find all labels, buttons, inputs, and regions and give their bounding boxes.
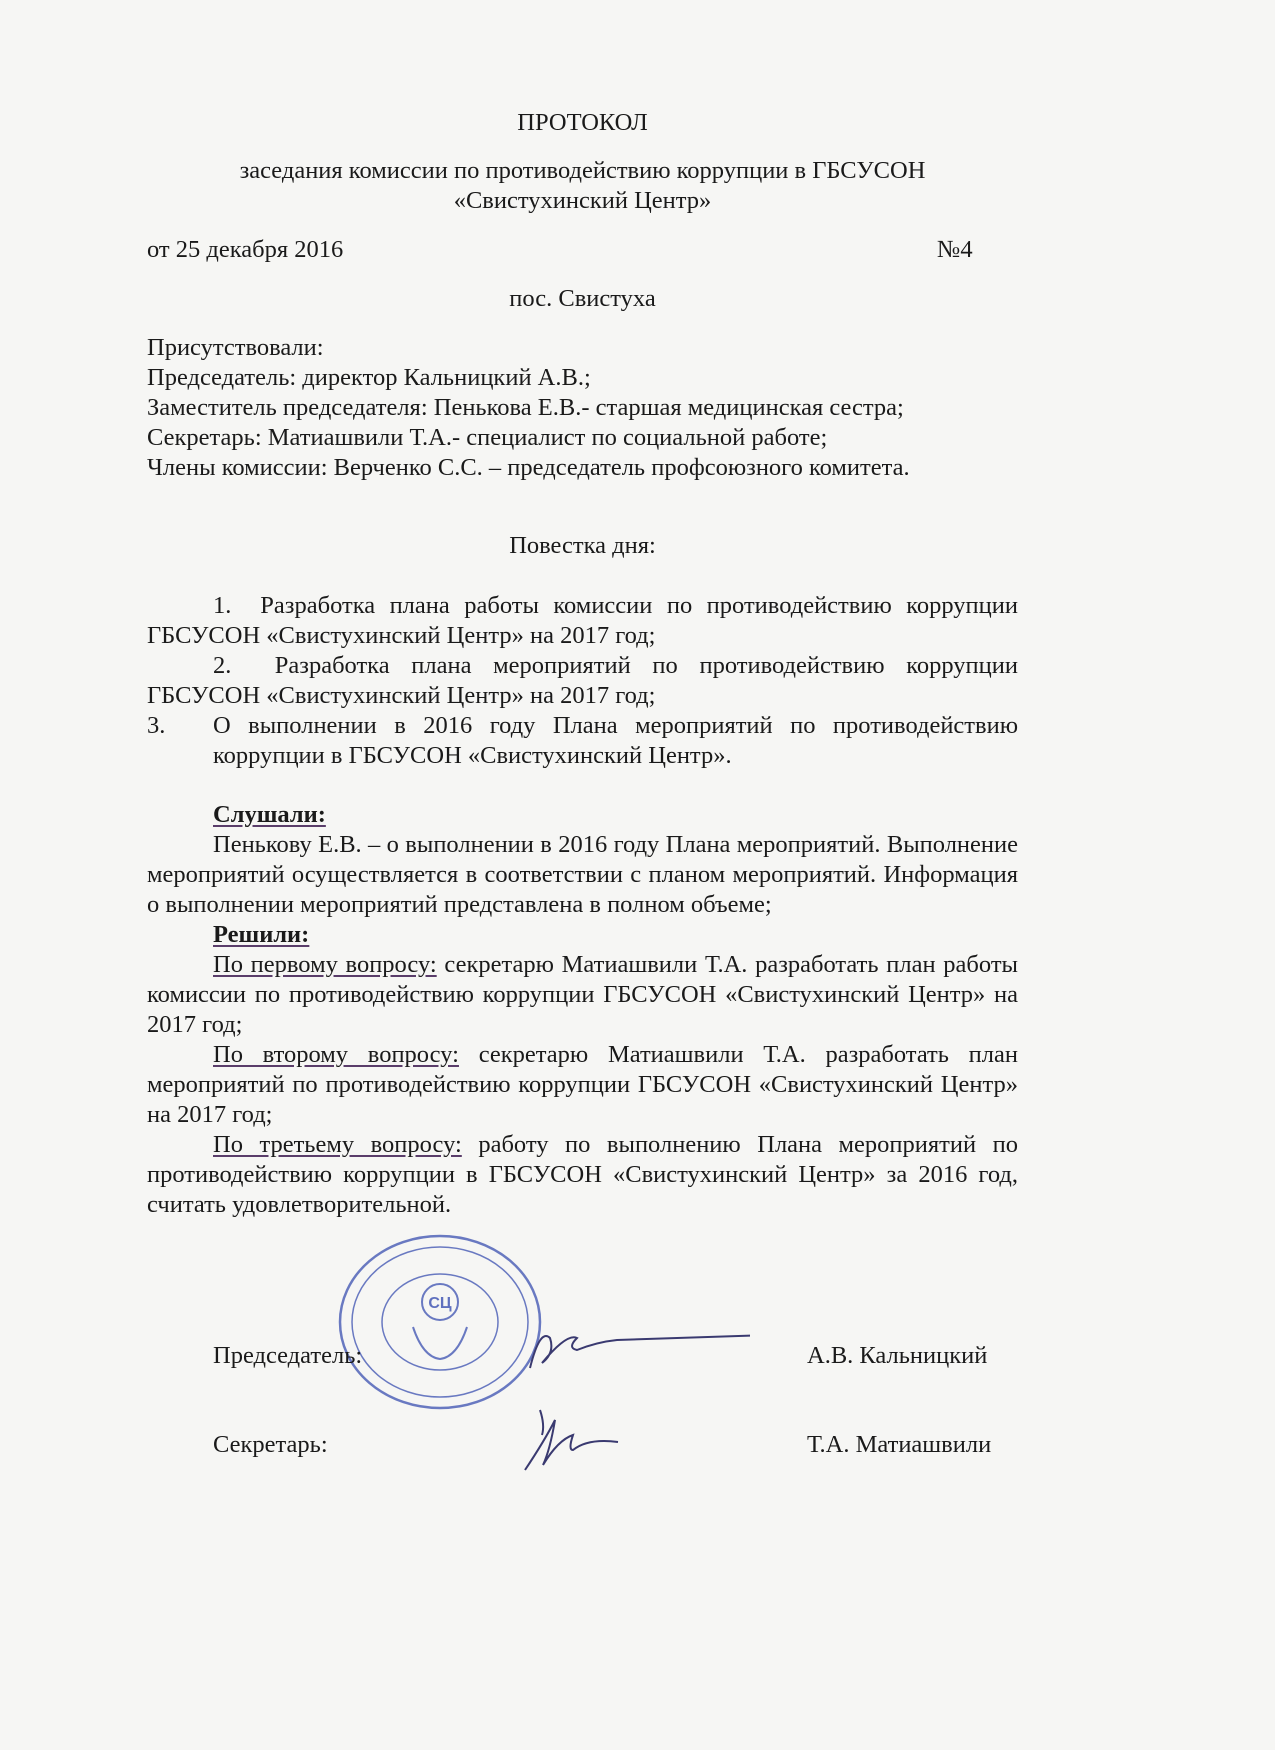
agenda-heading: Повестка дня: — [509, 532, 656, 559]
decision-label: По третьему вопросу: — [213, 1131, 462, 1158]
heard-text: Пенькову Е.В. – о выполнении в 2016 году Плана мероприятий. Выполнение мероприятий осуществляется в соответствии с планом мероприятий. Информация о выполнении мероприятий представлена в полном объеме; — [147, 831, 1018, 918]
chairman-signature — [510, 1318, 750, 1378]
attendees-heading: Присутствовали: — [147, 334, 324, 361]
decision-text: работу по выполнению Плана мероприятий по противодействию коррупции в ГБСУСОН «Свистухинский Центр» за 2016 год, считать удовлетворительной. — [147, 1131, 1018, 1218]
protocol-number: №4 — [937, 236, 973, 263]
decision-text: секретарю Матиашвили Т.А. разработать план работы комиссии по противодействию коррупции ГБСУСОН «Свистухинский Центр» на 2017 год; — [147, 951, 1018, 1038]
heard-section — [147, 800, 1018, 1220]
agenda-item — [147, 711, 1018, 771]
decided-heading: Решили: — [213, 921, 310, 948]
agenda-item-number: 1. — [213, 592, 232, 619]
secretary-role: Секретарь: — [213, 1431, 328, 1458]
attendee-line: Секретарь: Матиашвили Т.А.- специалист по социальной работе; — [147, 424, 828, 451]
agenda-item-text: О выполнении в 2016 году Плана мероприятий по противодействию коррупции в ГБСУСОН «Свистухинский Центр». — [213, 712, 1018, 769]
secretary-name: Т.А. Матиашвили — [807, 1431, 992, 1458]
agenda-item-number: 3. — [147, 712, 166, 739]
decision-item — [147, 950, 1018, 1040]
agenda-item — [147, 651, 1018, 711]
decision-item — [147, 1040, 1018, 1130]
decision-item — [147, 1130, 1018, 1220]
attendees-section — [147, 333, 1018, 483]
svg-text:СЦ: СЦ — [428, 1295, 452, 1312]
decision-label: По первому вопросу: — [213, 951, 437, 978]
decision-text: секретарю Матиашвили Т.А. разработать план мероприятий по противодействию коррупции ГБСУСОН «Свистухинский Центр» на 2017 год; — [147, 1041, 1018, 1128]
chairman-role: Председатель: — [213, 1342, 363, 1369]
chairman-name: А.В. Кальницкий — [807, 1342, 988, 1369]
agenda-item-text: Разработка плана работы комиссии по противодействию коррупции ГБСУСОН «Свистухинский Центр» на 2017 год; — [147, 592, 1018, 649]
agenda-item — [147, 591, 1018, 651]
decision-label: По второму вопросу: — [213, 1041, 459, 1068]
document-title: ПРОТОКОЛ — [517, 109, 648, 136]
attendee-line: Члены комиссии: Верченко С.С. – председатель профсоюзного комитета. — [147, 454, 910, 481]
protocol-date: от 25 декабря 2016 — [147, 236, 344, 263]
document-subtitle-line2: «Свистухинский Центр» — [453, 187, 712, 214]
heard-heading: Слушали: — [213, 801, 326, 828]
attendee-line: Председатель: директор Кальницкий А.В.; — [147, 364, 591, 391]
secretary-signature — [515, 1400, 635, 1475]
agenda-item-number: 2. — [213, 652, 232, 679]
attendee-line: Заместитель председателя: Пенькова Е.В.- старшая медицинская сестра; — [147, 394, 904, 421]
protocol-place: пос. Свистуха — [509, 285, 656, 312]
agenda-item-text: Разработка плана мероприятий по противодействию коррупции ГБСУСОН «Свистухинский Центр» на 2017 год; — [147, 652, 1018, 709]
agenda-list — [147, 591, 1018, 771]
document-subtitle-line1: заседания комиссии по противодействию коррупции в ГБСУСОН — [239, 157, 926, 184]
